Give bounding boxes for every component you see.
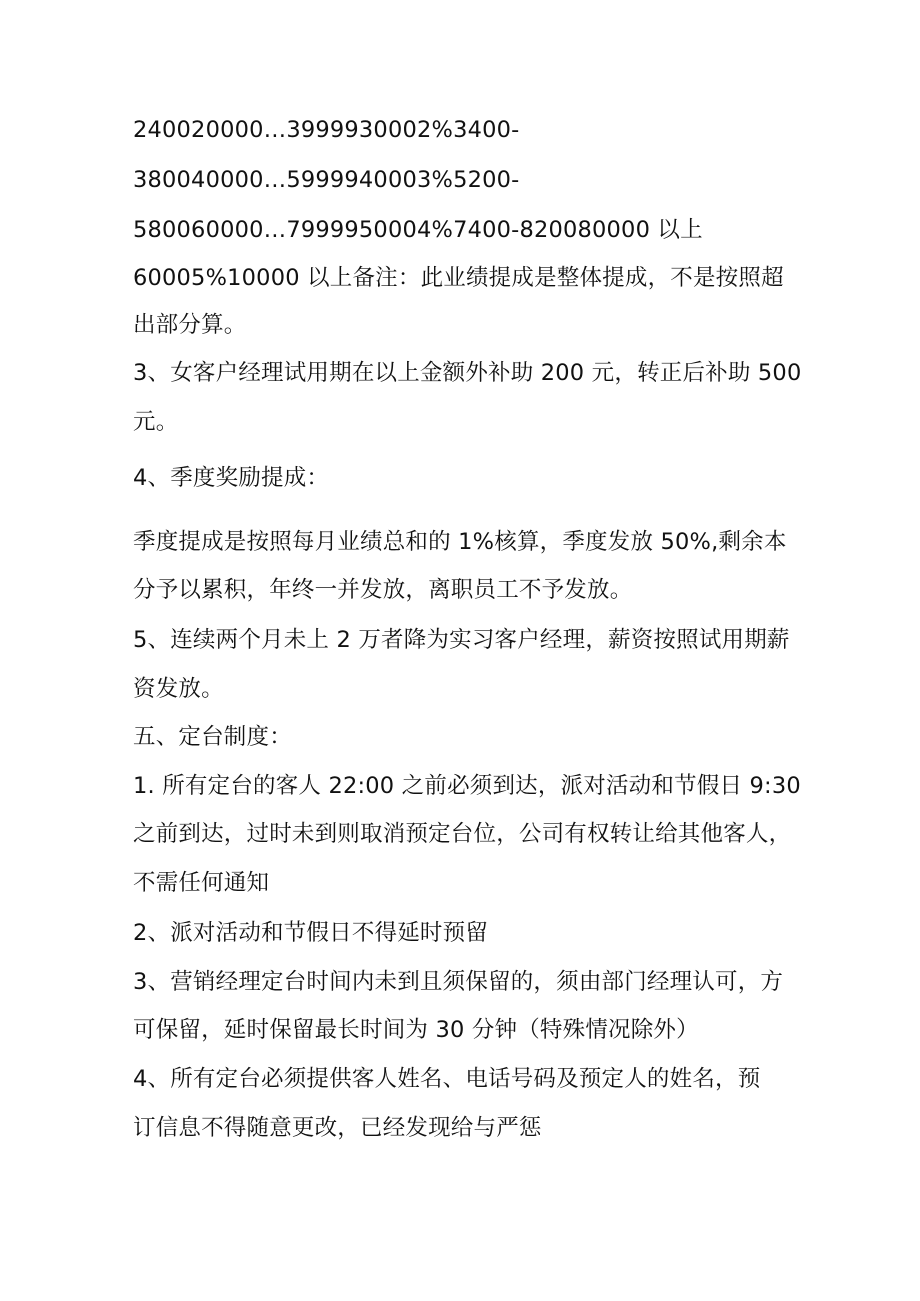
text-line: 订信息不得随意更改，已经发现给与严惩 bbox=[133, 1115, 542, 1141]
text-line: 60005%10000 以上备注：此业绩提成是整体提成，不是按照超 bbox=[133, 265, 784, 291]
section-heading: 五、定台制度： bbox=[133, 724, 292, 750]
text-line: 3、营销经理定台时间内未到且须保留的，须由部门经理认可，方 bbox=[133, 969, 784, 995]
text-line: 分予以累积，年终一并发放，离职员工不予发放。 bbox=[133, 577, 633, 603]
text-line: 元。 bbox=[133, 409, 179, 435]
text-line: 不需任何通知 bbox=[133, 870, 270, 896]
text-line: 1. 所有定台的客人 22:00 之前必须到达，派对活动和节假日 9:30 bbox=[133, 773, 801, 799]
text-line: 之前到达，过时未到则取消预定台位，公司有权转让给其他客人， bbox=[133, 821, 792, 847]
text-line: 资发放。 bbox=[133, 676, 224, 702]
text-line: 可保留，延时保留最长时间为 30 分钟（特殊情况除外） bbox=[133, 1017, 699, 1043]
text-line: 出部分算。 bbox=[133, 312, 247, 338]
text-line: 2、派对活动和节假日不得延时预留 bbox=[133, 920, 489, 946]
text-line: 4、所有定台必须提供客人姓名、电话号码及预定人的姓名，预 bbox=[133, 1066, 761, 1092]
text-line: 380040000…5999940003%5200- bbox=[133, 167, 520, 193]
text-line: 240020000…3999930002%3400- bbox=[133, 117, 520, 143]
text-line: 580060000…7999950004%7400-820080000 以上 bbox=[133, 217, 703, 243]
text-line: 4、季度奖励提成： bbox=[133, 465, 330, 491]
text-line: 5、连续两个月未上 2 万者降为实习客户经理，薪资按照试用期薪 bbox=[133, 627, 790, 653]
text-line: 3、女客户经理试用期在以上金额外补助 200 元，转正后补助 500 bbox=[133, 360, 802, 386]
text-line: 季度提成是按照每月业绩总和的 1%核算，季度发放 50%,剩余本 bbox=[133, 529, 787, 555]
